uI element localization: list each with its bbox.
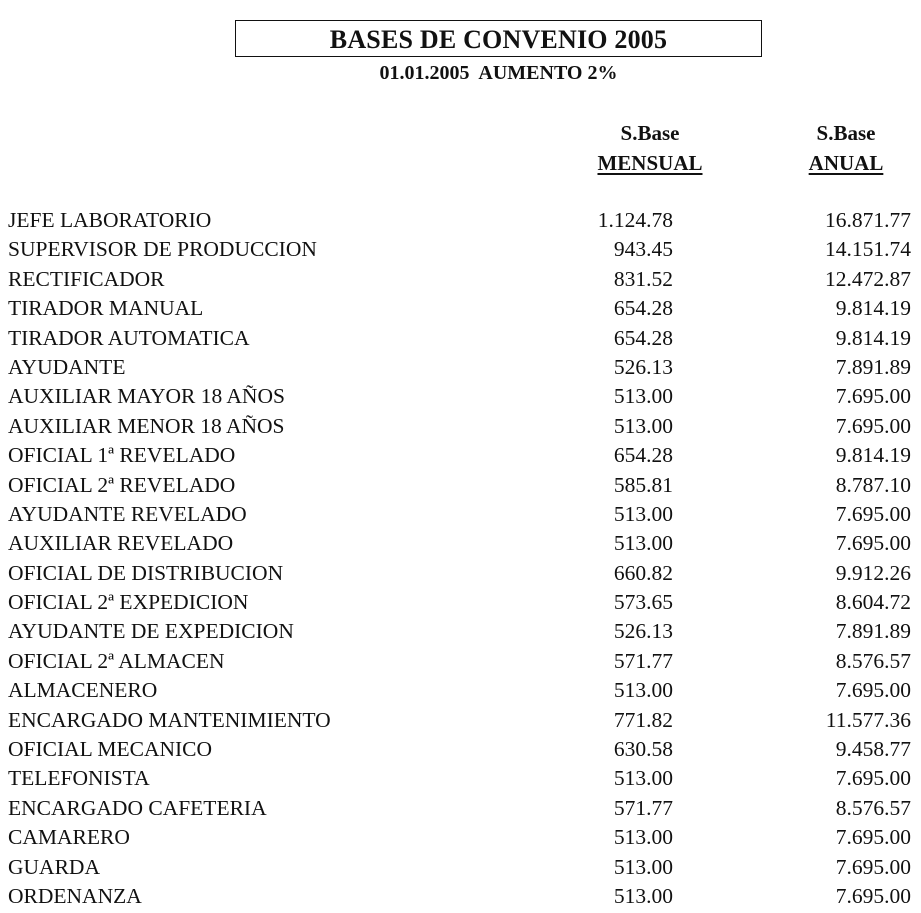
row-category: TELEFONISTA — [8, 766, 150, 791]
row-mensual-value: 513.00 — [613, 531, 673, 556]
row-anual-value: 11.577.36 — [825, 707, 911, 732]
row-mensual-value: 943.45 — [613, 237, 673, 262]
table-row — [0, 764, 921, 793]
row-mensual-value: 654.28 — [613, 443, 673, 468]
row-anual-value: 7.695.00 — [835, 501, 911, 526]
row-category: ENCARGADO MANTENIMIENTO — [8, 707, 331, 732]
row-mensual-value: 513.00 — [613, 883, 673, 908]
row-mensual-value: 771.82 — [613, 707, 673, 732]
row-category: RECTIFICADOR — [8, 266, 165, 291]
row-mensual-value: 1.124.78 — [597, 208, 673, 232]
row-category: AYUDANTE DE EXPEDICION — [8, 619, 294, 644]
column-header-anual-bottom: ANUAL — [808, 151, 884, 175]
table-row — [0, 529, 921, 558]
row-anual-value: 9.814.19 — [835, 296, 911, 321]
row-anual-value: 7.695.00 — [835, 766, 911, 791]
row-category: OFICIAL DE DISTRIBUCION — [8, 560, 284, 585]
table-row — [0, 706, 921, 735]
row-anual-value: 8.576.57 — [835, 648, 911, 673]
table-row — [0, 265, 921, 294]
row-mensual-value: 571.77 — [613, 795, 673, 820]
column-header-mensual-bottom: MENSUAL — [597, 151, 703, 175]
table-row — [0, 559, 921, 588]
table-row — [0, 735, 921, 764]
row-mensual-value: 513.00 — [613, 501, 673, 526]
row-anual-value: 7.891.89 — [835, 619, 911, 644]
table-row — [0, 471, 921, 500]
row-category: JEFE LABORATORIO — [8, 208, 212, 232]
table-row — [0, 647, 921, 676]
row-anual-value: 12.472.87 — [825, 266, 911, 291]
column-header-mensual-top: S.Base — [620, 121, 680, 145]
row-anual-value: 9.814.19 — [835, 443, 911, 468]
row-mensual-value: 654.28 — [613, 296, 673, 321]
table-row — [0, 588, 921, 617]
table-row — [0, 235, 921, 264]
row-mensual-value: 526.13 — [613, 619, 673, 644]
row-category: CAMARERO — [8, 825, 130, 850]
row-mensual-value: 831.52 — [613, 266, 673, 291]
row-anual-value: 7.695.00 — [835, 384, 911, 409]
row-category: ALMACENERO — [8, 678, 158, 703]
row-category: TIRADOR AUTOMATICA — [8, 325, 250, 350]
row-category: OFICIAL 1ª REVELADO — [8, 443, 236, 468]
table-row — [0, 412, 921, 441]
row-anual-value: 8.576.57 — [835, 795, 911, 820]
row-anual-value: 7.695.00 — [835, 531, 911, 556]
table-row — [0, 324, 921, 353]
table-row — [0, 823, 921, 852]
column-header-mensual — [580, 118, 720, 178]
row-anual-value: 9.912.26 — [835, 560, 911, 585]
row-anual-value: 7.695.00 — [835, 825, 911, 850]
row-category: ENCARGADO CAFETERIA — [8, 795, 267, 820]
row-anual-value: 9.814.19 — [835, 325, 911, 350]
table-row — [0, 882, 921, 911]
row-category: GUARDA — [8, 854, 100, 879]
table-row — [0, 294, 921, 323]
row-anual-value: 7.891.89 — [835, 354, 911, 379]
row-category: AYUDANTE REVELADO — [8, 501, 247, 526]
table-row — [0, 676, 921, 705]
row-category: OFICIAL 2ª ALMACEN — [8, 648, 225, 673]
row-mensual-value: 513.00 — [613, 854, 673, 879]
row-mensual-value: 513.00 — [613, 384, 673, 409]
table-row — [0, 617, 921, 646]
row-mensual-value: 585.81 — [613, 472, 673, 497]
row-mensual-value: 526.13 — [613, 354, 673, 379]
row-anual-value: 14.151.74 — [825, 237, 911, 262]
row-mensual-value: 513.00 — [613, 678, 673, 703]
row-mensual-value: 573.65 — [613, 590, 673, 615]
row-mensual-value: 654.28 — [613, 325, 673, 350]
column-header-anual-top: S.Base — [816, 121, 876, 145]
table-row — [0, 500, 921, 529]
row-category: TIRADOR MANUAL — [8, 296, 204, 321]
row-category: ORDENANZA — [8, 883, 142, 908]
table-row — [0, 794, 921, 823]
row-anual-value: 9.458.77 — [835, 737, 911, 762]
row-mensual-value: 571.77 — [613, 648, 673, 673]
row-mensual-value: 660.82 — [613, 560, 673, 585]
row-anual-value: 7.695.00 — [835, 413, 911, 438]
row-category: OFICIAL 2ª REVELADO — [8, 472, 236, 497]
row-mensual-value: 513.00 — [613, 825, 673, 850]
table-row — [0, 353, 921, 382]
row-mensual-value: 513.00 — [613, 766, 673, 791]
row-category: AUXILIAR MENOR 18 AÑOS — [8, 413, 285, 438]
row-category: AYUDANTE — [8, 354, 126, 379]
table-row — [0, 441, 921, 470]
row-category: OFICIAL MECANICO — [8, 737, 213, 762]
row-category: AUXILIAR MAYOR 18 AÑOS — [8, 384, 285, 409]
document-subtitle: 01.01.2005 AUMENTO 2% — [379, 62, 618, 84]
row-category: AUXILIAR REVELADO — [8, 531, 234, 556]
row-anual-value: 7.695.00 — [835, 678, 911, 703]
row-anual-value: 8.787.10 — [835, 472, 911, 497]
row-anual-value: 7.695.00 — [835, 883, 911, 908]
document-title: BASES DE CONVENIO 2005 — [235, 20, 762, 57]
salary-table — [0, 206, 921, 911]
row-mensual-value: 630.58 — [613, 737, 673, 762]
column-header-anual — [790, 118, 902, 178]
row-category: OFICIAL 2ª EXPEDICION — [8, 590, 249, 615]
table-row — [0, 206, 921, 235]
row-anual-value: 7.695.00 — [835, 854, 911, 879]
table-row — [0, 382, 921, 411]
row-mensual-value: 513.00 — [613, 413, 673, 438]
table-row — [0, 853, 921, 882]
row-category: SUPERVISOR DE PRODUCCION — [8, 237, 317, 262]
row-anual-value: 8.604.72 — [835, 590, 911, 615]
row-anual-value: 16.871.77 — [825, 208, 911, 232]
